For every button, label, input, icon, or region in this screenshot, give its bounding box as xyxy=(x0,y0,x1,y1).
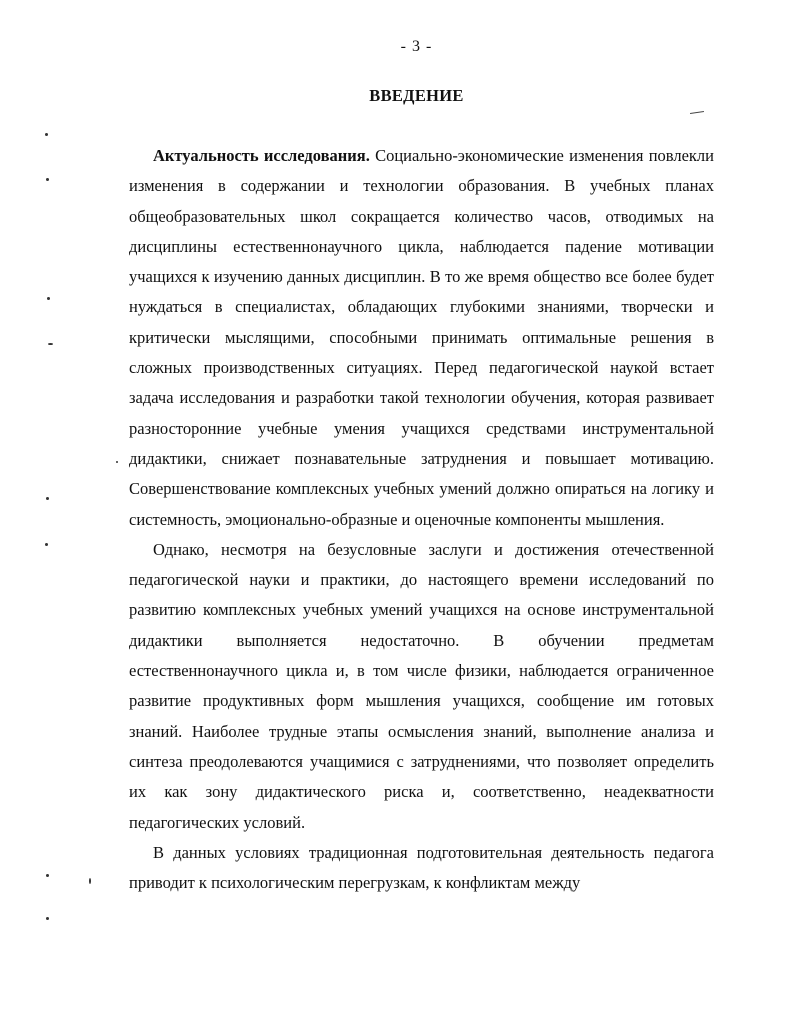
scan-speck xyxy=(47,297,50,300)
paragraph-relevance xyxy=(129,141,714,535)
scan-speck xyxy=(48,343,53,345)
scan-speck xyxy=(89,878,91,884)
scan-speck xyxy=(46,497,49,500)
scan-speck xyxy=(46,178,49,181)
paragraph-lead: Актуальность исследования. xyxy=(153,146,370,165)
paragraph-text: В данных условиях традиционная подготовительная деятельность педагога приводит к психологическим перегрузкам, к конфликтам между xyxy=(129,842,714,893)
paragraph-conditions xyxy=(129,838,714,899)
paragraph-text: Однако, несмотря на безусловные заслуги и достижения отечественной педагогической науки и практики, до настоящего времени исследований по развитию комплексных учебных умений учащихся на основе инструментальной дидактики выполняется недостаточно. В обучении предметам естественнонаучного цикла и, в том числе физики, наблюдается ограниченное развитие продуктивных форм мышления учащихся, сообщение им готовых знаний. Наиболее трудные этапы осмысления знаний, выполнение анализа и синтеза преодолеваются учащимися с затруднениями, что позволяет определить их как зону дидактического риска и, соответственно, неадекватности педагогических условий. xyxy=(129,539,714,832)
body-text xyxy=(129,141,714,898)
page-number: - 3 - xyxy=(400,38,433,55)
paragraph-however xyxy=(129,535,714,838)
scan-speck xyxy=(46,874,49,877)
scan-speck xyxy=(45,543,48,546)
scan-speck xyxy=(46,917,49,920)
scan-artifact xyxy=(690,111,704,114)
scan-speck xyxy=(116,461,118,463)
section-heading: ВВЕДЕНИЕ xyxy=(369,86,464,105)
scan-speck xyxy=(45,133,48,136)
paragraph-text: Социально-экономические изменения повлекли изменения в содержании и технологии образования. В учебных планах общеобразовательных школ сокращается количество часов, отводимых на дисциплины естественнонаучного цикла, наблюдается падение мотивации учащихся к изучению данных дисциплин. В то же время общество все более будет нуждаться в специалистах, обладающих глубокими знаниями, творчески и критически мыслящими, способными принимать оптимальные решения в сложных производственных ситуациях. Перед педагогической наукой встает задача исследования и разработки такой технологии обучения, которая развивает разносторонние учебные умения учащихся средствами инструментальной дидактики, снижает познавательные затруднения и повышает мотивацию. Совершенствование комплексных учебных умений должно опираться на логику и системность, эмоционально-образные и оценочные компоненты мышления. xyxy=(129,146,714,529)
